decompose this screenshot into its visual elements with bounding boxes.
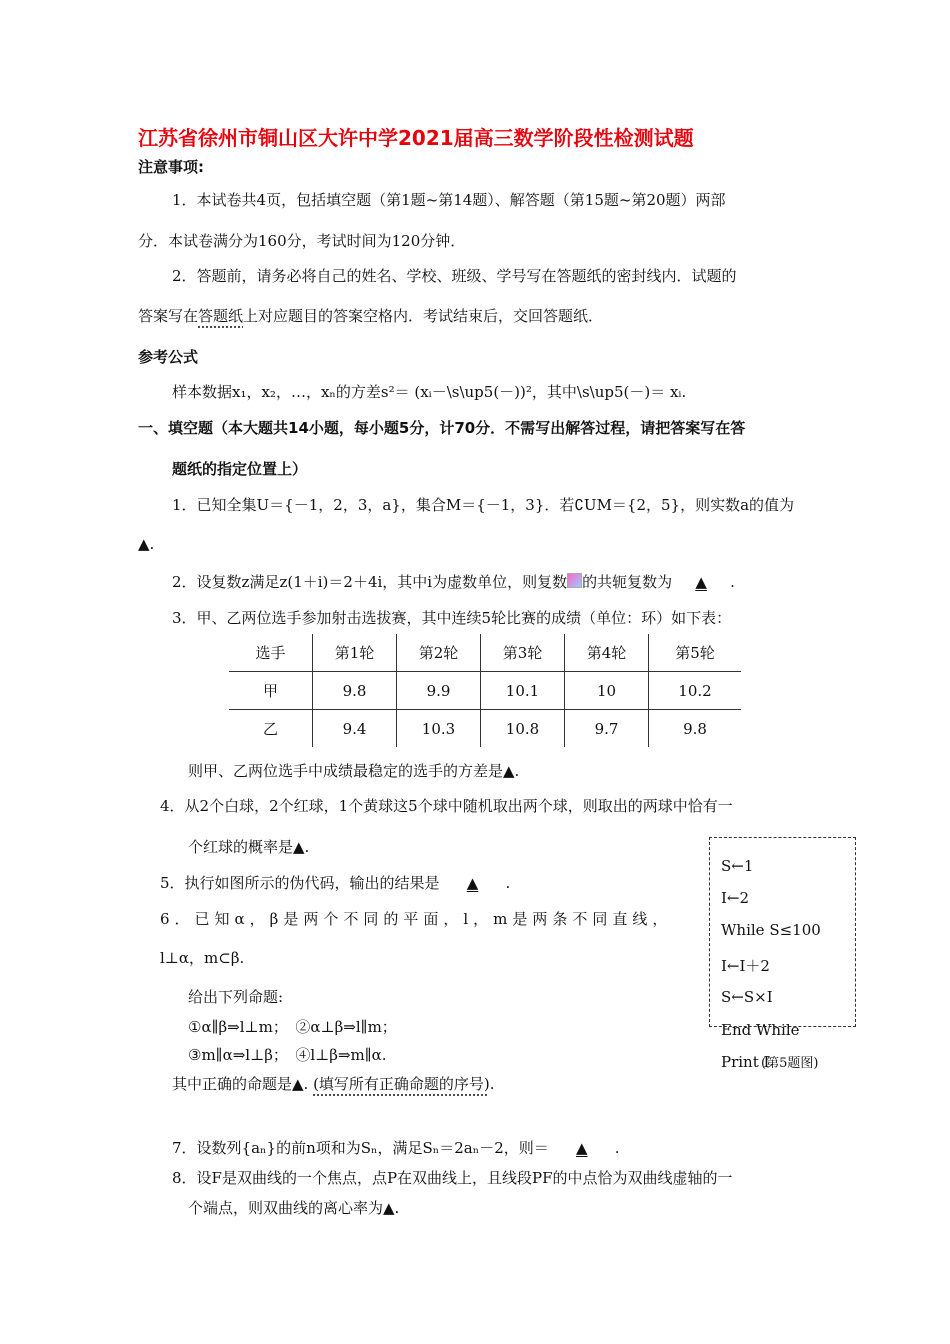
question-7-blank: ▲ (576, 1139, 588, 1157)
question-5-end: . (505, 874, 511, 892)
question-6-answer (172, 1073, 495, 1094)
table-cell: 9.8 (313, 672, 397, 710)
question-4-line-2: 个红球的概率是▲. (188, 838, 310, 856)
question-6-line-2: l⊥α，m⊂β. (160, 949, 245, 967)
question-4-line-1: 4．从2个白球，2个红球，1个黄球这5个球中随机取出两个球，则取出的两球中恰有一 (160, 797, 733, 815)
table-cell: 9.4 (313, 710, 397, 748)
code-line: End While (721, 1021, 800, 1039)
table-cell: 甲 (229, 672, 313, 710)
table-cell: 9.9 (397, 672, 481, 710)
formula-heading: 参考公式 (138, 348, 199, 366)
figure-caption: (第5题图) (761, 1056, 819, 1071)
code-line: While S≤100 (721, 921, 821, 939)
question-2-text-2: 的共轭复数为 (582, 573, 673, 591)
question-8-line-2: 个端点，则双曲线的离心率为▲. (188, 1199, 400, 1217)
notice-item-2-post: 上对应题目的答案空格内．考试结束后，交回答题纸． (243, 307, 604, 325)
notice-heading: 注意事项: (138, 158, 204, 176)
variance-formula: 样本数据x₁，x₂，…，xₙ的方差s²＝ (xᵢ－\s\up5(－))²，其中\s\up5(－)＝ xᵢ. (172, 383, 687, 401)
question-3-text: 3．甲、乙两位选手参加射击选拔赛，其中连续5轮比赛的成绩（单位：环）如下表： (172, 609, 732, 627)
question-6-answer-pre: 其中正确的命题是▲. (172, 1075, 314, 1093)
notice-item-1-line-2: 分．本试卷满分为160分，考试时间为120分钟． (138, 232, 466, 250)
question-5 (160, 872, 510, 893)
question-1-line-2: ▲. (138, 535, 155, 553)
question-2 (172, 571, 735, 592)
table-header-cell: 第5轮 (649, 634, 742, 672)
code-line: S←S×I (721, 988, 773, 1006)
question-8-line-1: 8．设F是双曲线的一个焦点，点P在双曲线上，且线段PF的中点恰为双曲线虚轴的一 (172, 1169, 733, 1187)
question-6-instruction: (填写所有正确命题的序号) (313, 1075, 490, 1093)
propositions-3-4: ③m∥α⇒l⊥β； ④l⊥β⇒m∥α. (188, 1046, 387, 1064)
table-header-row (229, 634, 741, 672)
table-header-cell: 第1轮 (313, 634, 397, 672)
table-cell: 9.7 (565, 710, 649, 748)
table-cell: 10.2 (649, 672, 742, 710)
page-title: 江苏省徐州市铜山区大许中学2021届高三数学阶段性检测试题 (138, 126, 694, 150)
broken-image-icon (567, 573, 582, 588)
code-line: I←2 (721, 889, 750, 907)
code-line: S←1 (721, 857, 754, 875)
table-header-cell: 选手 (229, 634, 313, 672)
table-cell: 10 (565, 672, 649, 710)
question-1-line-1: 1．已知全集U＝{－1，2，3，a}，集合M＝{－1，3}．若∁UM＝{2，5}，则实数a的值为 (172, 496, 795, 514)
answer-sheet-emphasis: 答题纸 (198, 307, 244, 325)
question-7 (172, 1137, 620, 1158)
notice-item-1-line-1: 1．本试卷共4页，包括填空题（第1题~第14题）、解答题（第15题~第20题）两部 (172, 191, 726, 209)
notice-item-2-pre: 答案写在 (138, 307, 199, 325)
table-cell: 10.8 (481, 710, 565, 748)
question-5-text: 5．执行如图所示的伪代码，输出的结果是 (160, 874, 440, 892)
question-6-answer-post: . (489, 1075, 495, 1093)
question-6-given: 给出下列命题: (188, 988, 284, 1006)
section-1-heading-line-2: 题纸的指定位置上） (172, 460, 308, 478)
question-2-end: . (730, 573, 735, 591)
notice-item-2-line-1: 2．答题前，请务必将自己的姓名、学校、班级、学号写在答题纸的密封线内．试题的 (172, 267, 737, 285)
question-2-blank: ▲ (695, 573, 707, 591)
table-cell: 10.1 (481, 672, 565, 710)
notice-item-2-line-2 (138, 305, 603, 326)
table-cell: 9.8 (683, 719, 707, 738)
table-cell: 乙 (229, 710, 313, 748)
question-7-end: . (614, 1139, 620, 1157)
table-row (229, 672, 741, 710)
question-6-line-1: 6．已知α，β是两个不同的平面，l，m是两条不同直线， (160, 910, 673, 928)
score-table (229, 634, 741, 747)
table-row (229, 710, 741, 748)
table-header-cell: 第2轮 (397, 634, 481, 672)
question-5-blank: ▲ (466, 874, 479, 892)
section-1-heading-line-1: 一、填空题（本大题共14小题，每小题5分，计70分．不需写出解答过程，请把答案写在答 (138, 419, 746, 437)
question-7-text: 7．设数列{aₙ}的前n项和为Sₙ，满足Sₙ＝2aₙ－2，则＝ (172, 1139, 549, 1157)
propositions-1-2: ①α∥β⇒l⊥m； ②α⊥β⇒l∥m； (188, 1018, 397, 1036)
question-3-after: 则甲、乙两位选手中成绩最稳定的选手的方差是▲. (188, 762, 520, 780)
table-cell: 10.3 (397, 710, 481, 748)
table-header-cell: 第4轮 (565, 634, 649, 672)
code-line: Print I (721, 1053, 770, 1071)
table-header-cell: 第3轮 (481, 634, 565, 672)
question-2-text: 2．设复数z满足z(1＋i)＝2＋4i，其中i为虚数单位，则复数 (172, 573, 568, 591)
code-line: I←I＋2 (721, 957, 770, 975)
